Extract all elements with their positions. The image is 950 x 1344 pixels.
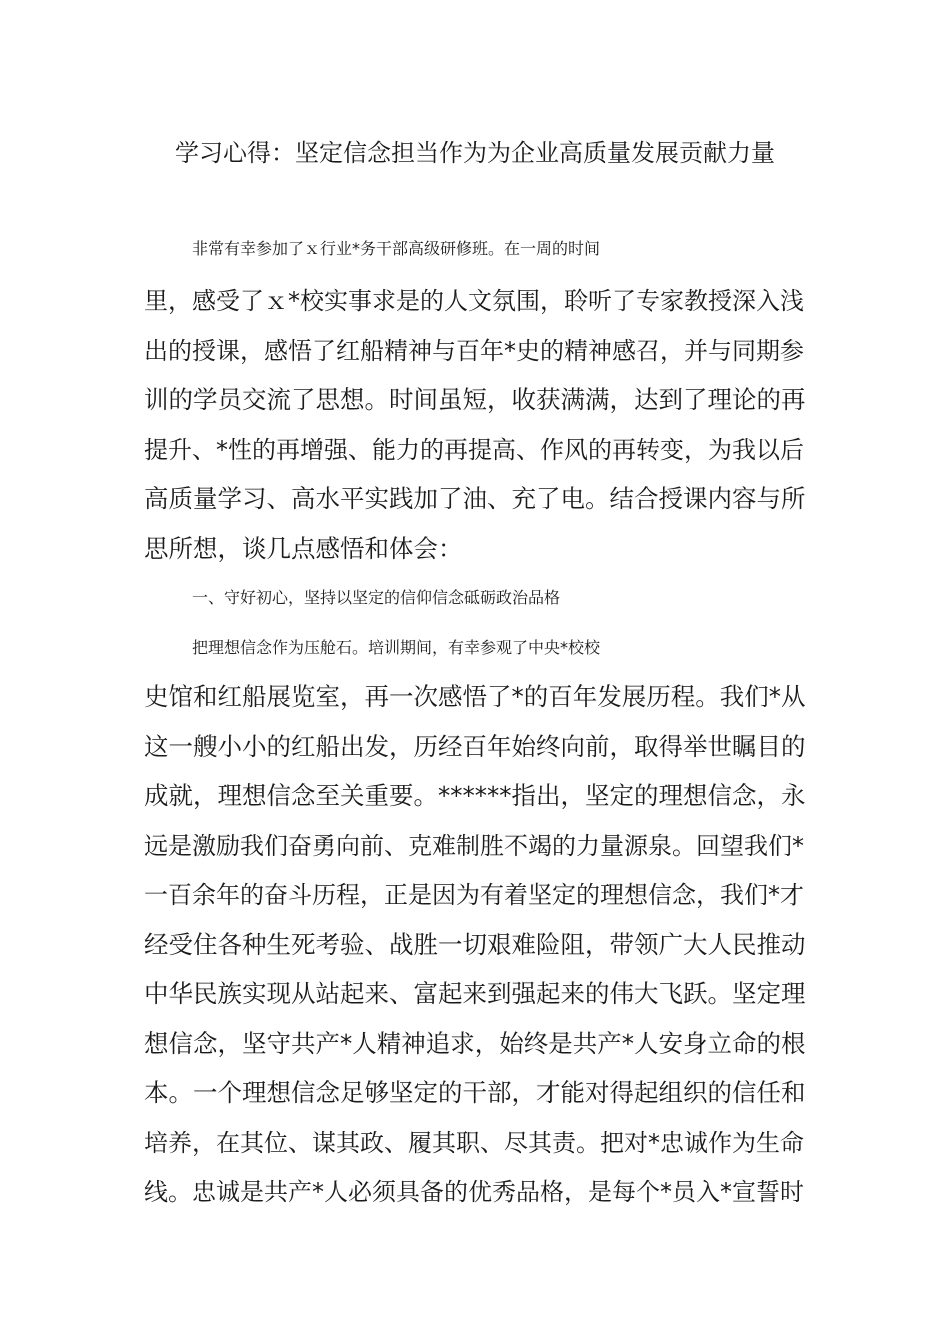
- body-line: 非常有幸参加了ｘ行业*务干部高级研修班。在一周的时间: [192, 239, 601, 258]
- body-line: 线。忠诚是共产*人必须具备的优秀品格，是每个*员入*宣誓时: [144, 1178, 804, 1206]
- body-line: 培养，在其位、谋其政、履其职、尽其责。把对*忠诚作为生命: [144, 1129, 804, 1157]
- body-line: 思所想，谈几点感悟和体会：: [144, 534, 463, 563]
- body-line: 把理想信念作为压舱石。培训期间，有幸参观了中央*校校: [192, 638, 601, 657]
- body-line: 成就，理想信念至关重要。******指出，坚定的理想信念，永: [144, 781, 806, 810]
- document-title: 学习心得：坚定信念担当作为为企业高质量发展贡献力量: [175, 139, 775, 167]
- body-line: 这一艘小小的红船出发，历经百年始终向前，取得举世瞩目的: [144, 732, 806, 761]
- body-line: 高质量学习、高水平实践加了油、充了电。结合授课内容与所: [144, 484, 806, 513]
- body-line: 出的授课，感悟了红船精神与百年*史的精神感召，并与同期参: [144, 337, 804, 365]
- body-line: 训的学员交流了思想。时间虽短，收获满满，达到了理论的再: [144, 385, 806, 414]
- body-line: 一百余年的奋斗历程，正是因为有着坚定的理想信念，我们*才: [144, 881, 804, 909]
- body-line: 里，感受了ｘ*校实事求是的人文氛围，聆听了专家教授深入浅: [144, 287, 804, 315]
- body-line: 中华民族实现从站起来、富起来到强起来的伟大飞跃。坚定理: [144, 979, 806, 1008]
- body-line: 想信念，坚守共产*人精神追求，始终是共产*人安身立命的根: [144, 1029, 806, 1058]
- body-line: 本。一个理想信念足够坚定的干部，才能对得起组织的信任和: [144, 1078, 806, 1107]
- section-heading: 一、守好初心，坚持以坚定的信仰信念砥砺政治品格: [192, 588, 561, 607]
- body-line: 经受住各种生死考验、战胜一切艰难险阻，带领广大人民推动: [144, 930, 806, 959]
- body-line: 史馆和红船展览室，再一次感悟了*的百年发展历程。我们*从: [144, 682, 806, 711]
- body-line: 远是激励我们奋勇向前、克难制胜不竭的力量源泉。回望我们*: [144, 832, 804, 860]
- body-line: 提升、*性的再增强、能力的再提高、作风的再转变，为我以后: [144, 436, 804, 464]
